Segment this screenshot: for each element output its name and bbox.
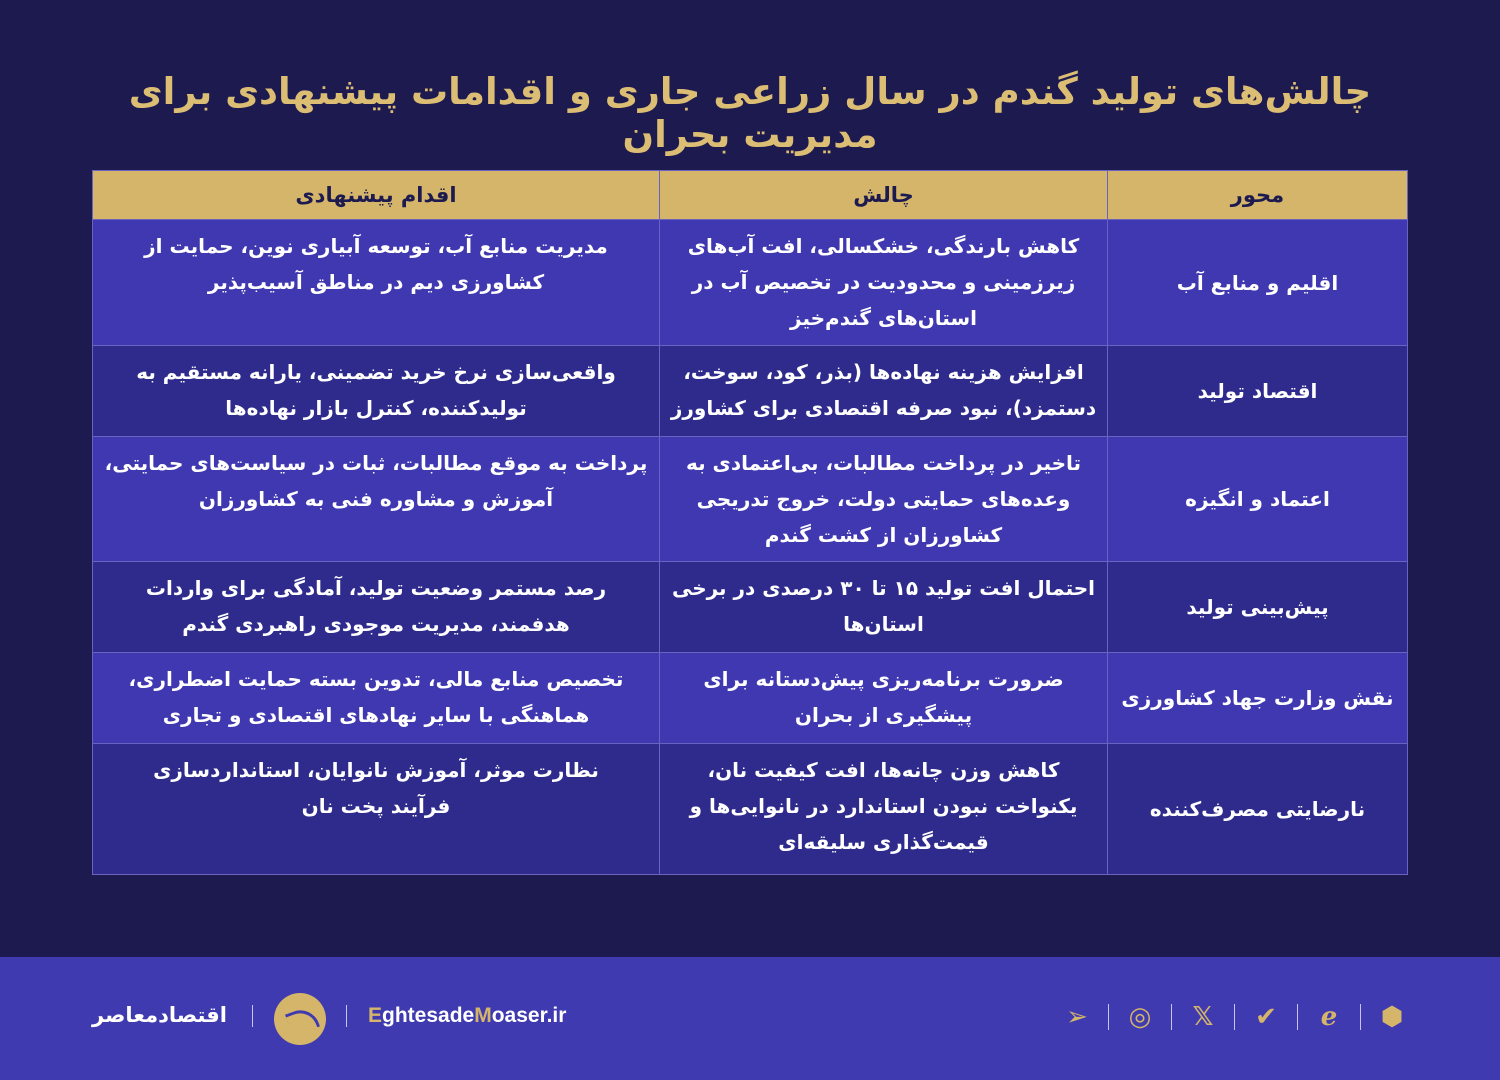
cell-action: مدیریت منابع آب، توسعه آبیاری نوین، حمایت از کشاورزی دیم در مناطق آسیب‌پذیر (93, 220, 660, 346)
brand-logo-icon (274, 993, 326, 1045)
challenges-table (92, 170, 1408, 875)
header-challenge: چالش (660, 171, 1108, 220)
cell-axis: اقتصاد تولید (1108, 346, 1408, 437)
footer (0, 957, 1500, 1080)
table-header (93, 171, 1408, 220)
header-axis: محور (1108, 171, 1408, 220)
cell-challenge: افزایش هزینه نهاده‌ها (بذر، کود، سوخت، دستمزد)، نبود صرفه اقتصادی برای کشاورز (660, 346, 1108, 437)
telegram-icon[interactable]: ➢ (1066, 1002, 1088, 1032)
instagram-icon[interactable]: ◎ (1128, 1002, 1152, 1032)
cell-challenge: تاخیر در پرداخت مطالبات، بی‌اعتمادی به وعده‌های حمایتی دولت، خروج تدریجی کشاورزان از کشت گندم (660, 437, 1108, 562)
table-row (93, 653, 1408, 744)
hexagon-icon[interactable]: ⬢ (1380, 1002, 1404, 1032)
divider (1297, 1004, 1298, 1030)
cell-axis: نقش وزارت جهاد کشاورزی (1108, 653, 1408, 744)
cell-action: تخصیص منابع مالی، تدوین بسته حمایت اضطراری، هماهنگی با سایر نهادهای اقتصادی و تجاری (93, 653, 660, 744)
website-link[interactable] (368, 1004, 566, 1028)
cell-axis: نارضایتی مصرف‌کننده (1108, 744, 1408, 875)
divider (1108, 1004, 1109, 1030)
table-row (93, 562, 1408, 653)
cell-action: رصد مستمر وضعیت تولید، آمادگی برای واردات هدفمند، مدیریت موجودی راهبردی گندم (93, 562, 660, 653)
table-row (93, 346, 1408, 437)
brand-name: اقتصادمعاصر (92, 1003, 227, 1027)
social-icons (1061, 1001, 1408, 1033)
cell-action: واقعی‌سازی نرخ خرید تضمینی، یارانه مستقیم به تولیدکننده، کنترل بازار نهاده‌ها (93, 346, 660, 437)
header-action: اقدام پیشنهادی (93, 171, 660, 220)
site-letter-e: E (368, 1004, 383, 1027)
page-title: چالش‌های تولید گندم در سال زراعی جاری و اقدامات پیشنهادی برای مدیریت بحران (128, 70, 1372, 156)
divider (1171, 1004, 1172, 1030)
site-part: ghtesade (382, 1004, 475, 1027)
table-row (93, 744, 1408, 875)
site-part: oaser.ir (491, 1004, 567, 1027)
site-letter-m: M (474, 1004, 492, 1027)
divider (252, 1005, 253, 1027)
cell-action: پرداخت به موقع مطالبات، ثبات در سیاست‌های حمایتی، آموزش و مشاوره فنی به کشاورزان (93, 437, 660, 562)
table-row (93, 220, 1408, 346)
cell-challenge: احتمال افت تولید ۱۵ تا ۳۰ درصدی در برخی استان‌ها (660, 562, 1108, 653)
cell-axis: اعتماد و انگیزه (1108, 437, 1408, 562)
divider (346, 1005, 347, 1027)
cell-challenge: ضرورت برنامه‌ریزی پیش‌دستانه برای پیشگیری از بحران (660, 653, 1108, 744)
divider (1360, 1004, 1361, 1030)
cell-axis: اقلیم و منابع آب (1108, 220, 1408, 346)
eitaa-icon[interactable]: ℯ (1320, 1002, 1338, 1032)
cell-challenge: کاهش بارندگی، خشکسالی، افت آب‌های زیرزمینی و محدودیت در تخصیص آب در استان‌های گندم‌خیز (660, 220, 1108, 346)
check-shield-icon[interactable]: ✔ (1255, 1002, 1277, 1032)
cell-action: نظارت موثر، آموزش نانوایان، استانداردسازی فرآیند پخت نان (93, 744, 660, 875)
divider (1234, 1004, 1235, 1030)
cell-challenge: کاهش وزن چانه‌ها، افت کیفیت نان، یکنواخت نبودن استاندارد در نانوایی‌ها و قیمت‌گذاری سلیقه‌ای (660, 744, 1108, 875)
x-icon[interactable]: 𝕏 (1192, 1002, 1214, 1032)
table-row (93, 437, 1408, 562)
cell-axis: پیش‌بینی تولید (1108, 562, 1408, 653)
